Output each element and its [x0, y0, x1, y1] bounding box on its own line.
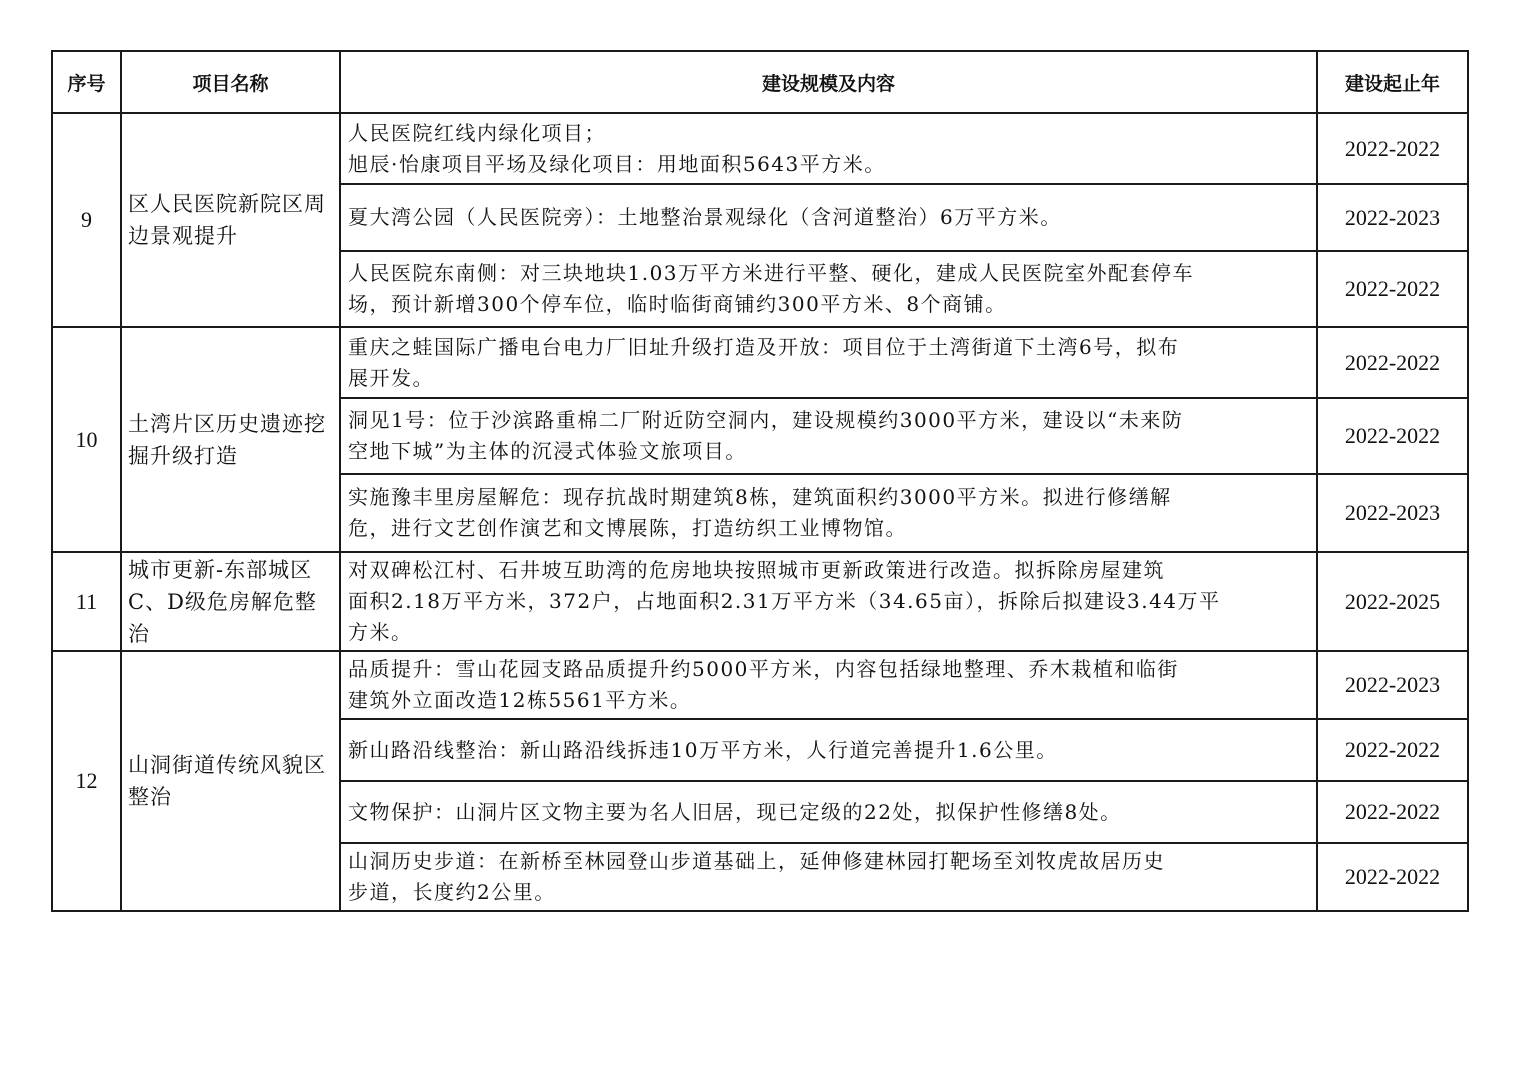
content-line: 方米。 [348, 620, 413, 644]
project-years: 2022-2022 [1317, 251, 1468, 327]
table-body [52, 113, 1468, 911]
project-years: 2022-2023 [1317, 474, 1468, 552]
project-table [51, 50, 1469, 912]
content-line: 品质提升：雪山花园支路品质提升约5000平方米，内容包括绿地整理、乔木栽植和临街 [348, 657, 1179, 681]
content-line: 建筑外立面改造12栋5561平方米。 [348, 688, 692, 712]
project-content [340, 113, 1317, 184]
project-years: 2022-2022 [1317, 327, 1468, 398]
content-line: 人民医院红线内绿化项目； [348, 120, 606, 145]
content-line: 对双碑松江村、石井坡互助湾的危房地块按照城市更新政策进行改造。拟拆除房屋建筑 [348, 558, 1165, 582]
table-row [52, 113, 1468, 184]
project-years: 2022-2022 [1317, 113, 1468, 184]
project-name: 山洞街道传统风貌区整治 [121, 651, 340, 911]
header-seq: 序号 [52, 51, 121, 113]
project-content [340, 474, 1317, 552]
project-years: 2022-2022 [1317, 781, 1468, 843]
content-line: 实施豫丰里房屋解危：现存抗战时期建筑8栋，建筑面积约3000平方米。拟进行修缮解 [348, 485, 1172, 509]
content-line: 山洞历史步道：在新桥至林园登山步道基础上，延伸修建林园打靶场至刘牧虎故居历史 [348, 849, 1165, 873]
project-content [340, 184, 1317, 251]
project-content [340, 398, 1317, 474]
table-row [52, 651, 1468, 719]
project-years: 2022-2025 [1317, 552, 1468, 651]
project-name: 城市更新-东部城区C、D级危房解危整治 [121, 552, 340, 651]
project-content [340, 552, 1317, 651]
project-seq: 12 [52, 651, 121, 911]
content-line: 展开发。 [348, 365, 434, 390]
project-content [340, 781, 1317, 843]
content-line: 新山路沿线整治：新山路沿线拆违10万平方米，人行道完善提升1.6公里。 [348, 737, 1058, 762]
content-line: 场，预计新增300个停车位，临时临街商铺约300平方米、8个商铺。 [348, 292, 1007, 316]
project-seq: 9 [52, 113, 121, 327]
content-line: 步道，长度约2公里。 [348, 880, 556, 904]
project-name: 区人民医院新院区周边景观提升 [121, 113, 340, 327]
content-line: 洞见1号：位于沙滨路重棉二厂附近防空洞内，建设规模约3000平方米，建设以“未来防 [348, 408, 1184, 432]
header-years: 建设起止年 [1317, 51, 1468, 113]
project-years: 2022-2022 [1317, 398, 1468, 474]
project-content [340, 719, 1317, 781]
content-line: 旭辰·怡康项目平场及绿化项目：用地面积5643平方米。 [348, 151, 886, 176]
table-row [52, 552, 1468, 651]
project-seq: 10 [52, 327, 121, 552]
project-years: 2022-2023 [1317, 651, 1468, 719]
content-line: 夏大湾公园（人民医院旁）：土地整治景观绿化（含河道整治）6万平方米。 [348, 205, 1062, 229]
header-name: 项目名称 [121, 51, 340, 113]
content-line: 危，进行文艺创作演艺和文博展陈，打造纺织工业博物馆。 [348, 516, 907, 540]
project-years: 2022-2023 [1317, 184, 1468, 251]
project-seq: 11 [52, 552, 121, 651]
content-line: 空地下城”为主体的沉浸式体验文旅项目。 [348, 439, 747, 463]
table-row [52, 327, 1468, 398]
project-years: 2022-2022 [1317, 843, 1468, 911]
project-content [340, 843, 1317, 911]
project-name: 土湾片区历史遗迹挖掘升级打造 [121, 327, 340, 552]
content-line: 文物保护：山洞片区文物主要为名人旧居，现已定级的22处，拟保护性修缮8处。 [348, 799, 1122, 824]
project-years: 2022-2022 [1317, 719, 1468, 781]
content-line: 面积2.18万平方米，372户，占地面积2.31万平方米（34.65亩），拆除后拟建设3.44万平 [348, 589, 1221, 613]
project-content [340, 651, 1317, 719]
project-content [340, 327, 1317, 398]
content-line: 重庆之蛙国际广播电台电力厂旧址升级打造及开放：项目位于土湾街道下土湾6号，拟布 [348, 334, 1180, 359]
header-content: 建设规模及内容 [340, 51, 1317, 113]
header-row [52, 51, 1468, 113]
project-content [340, 251, 1317, 327]
content-line: 人民医院东南侧：对三块地块1.03万平方米进行平整、硬化，建成人民医院室外配套停车 [348, 261, 1195, 285]
